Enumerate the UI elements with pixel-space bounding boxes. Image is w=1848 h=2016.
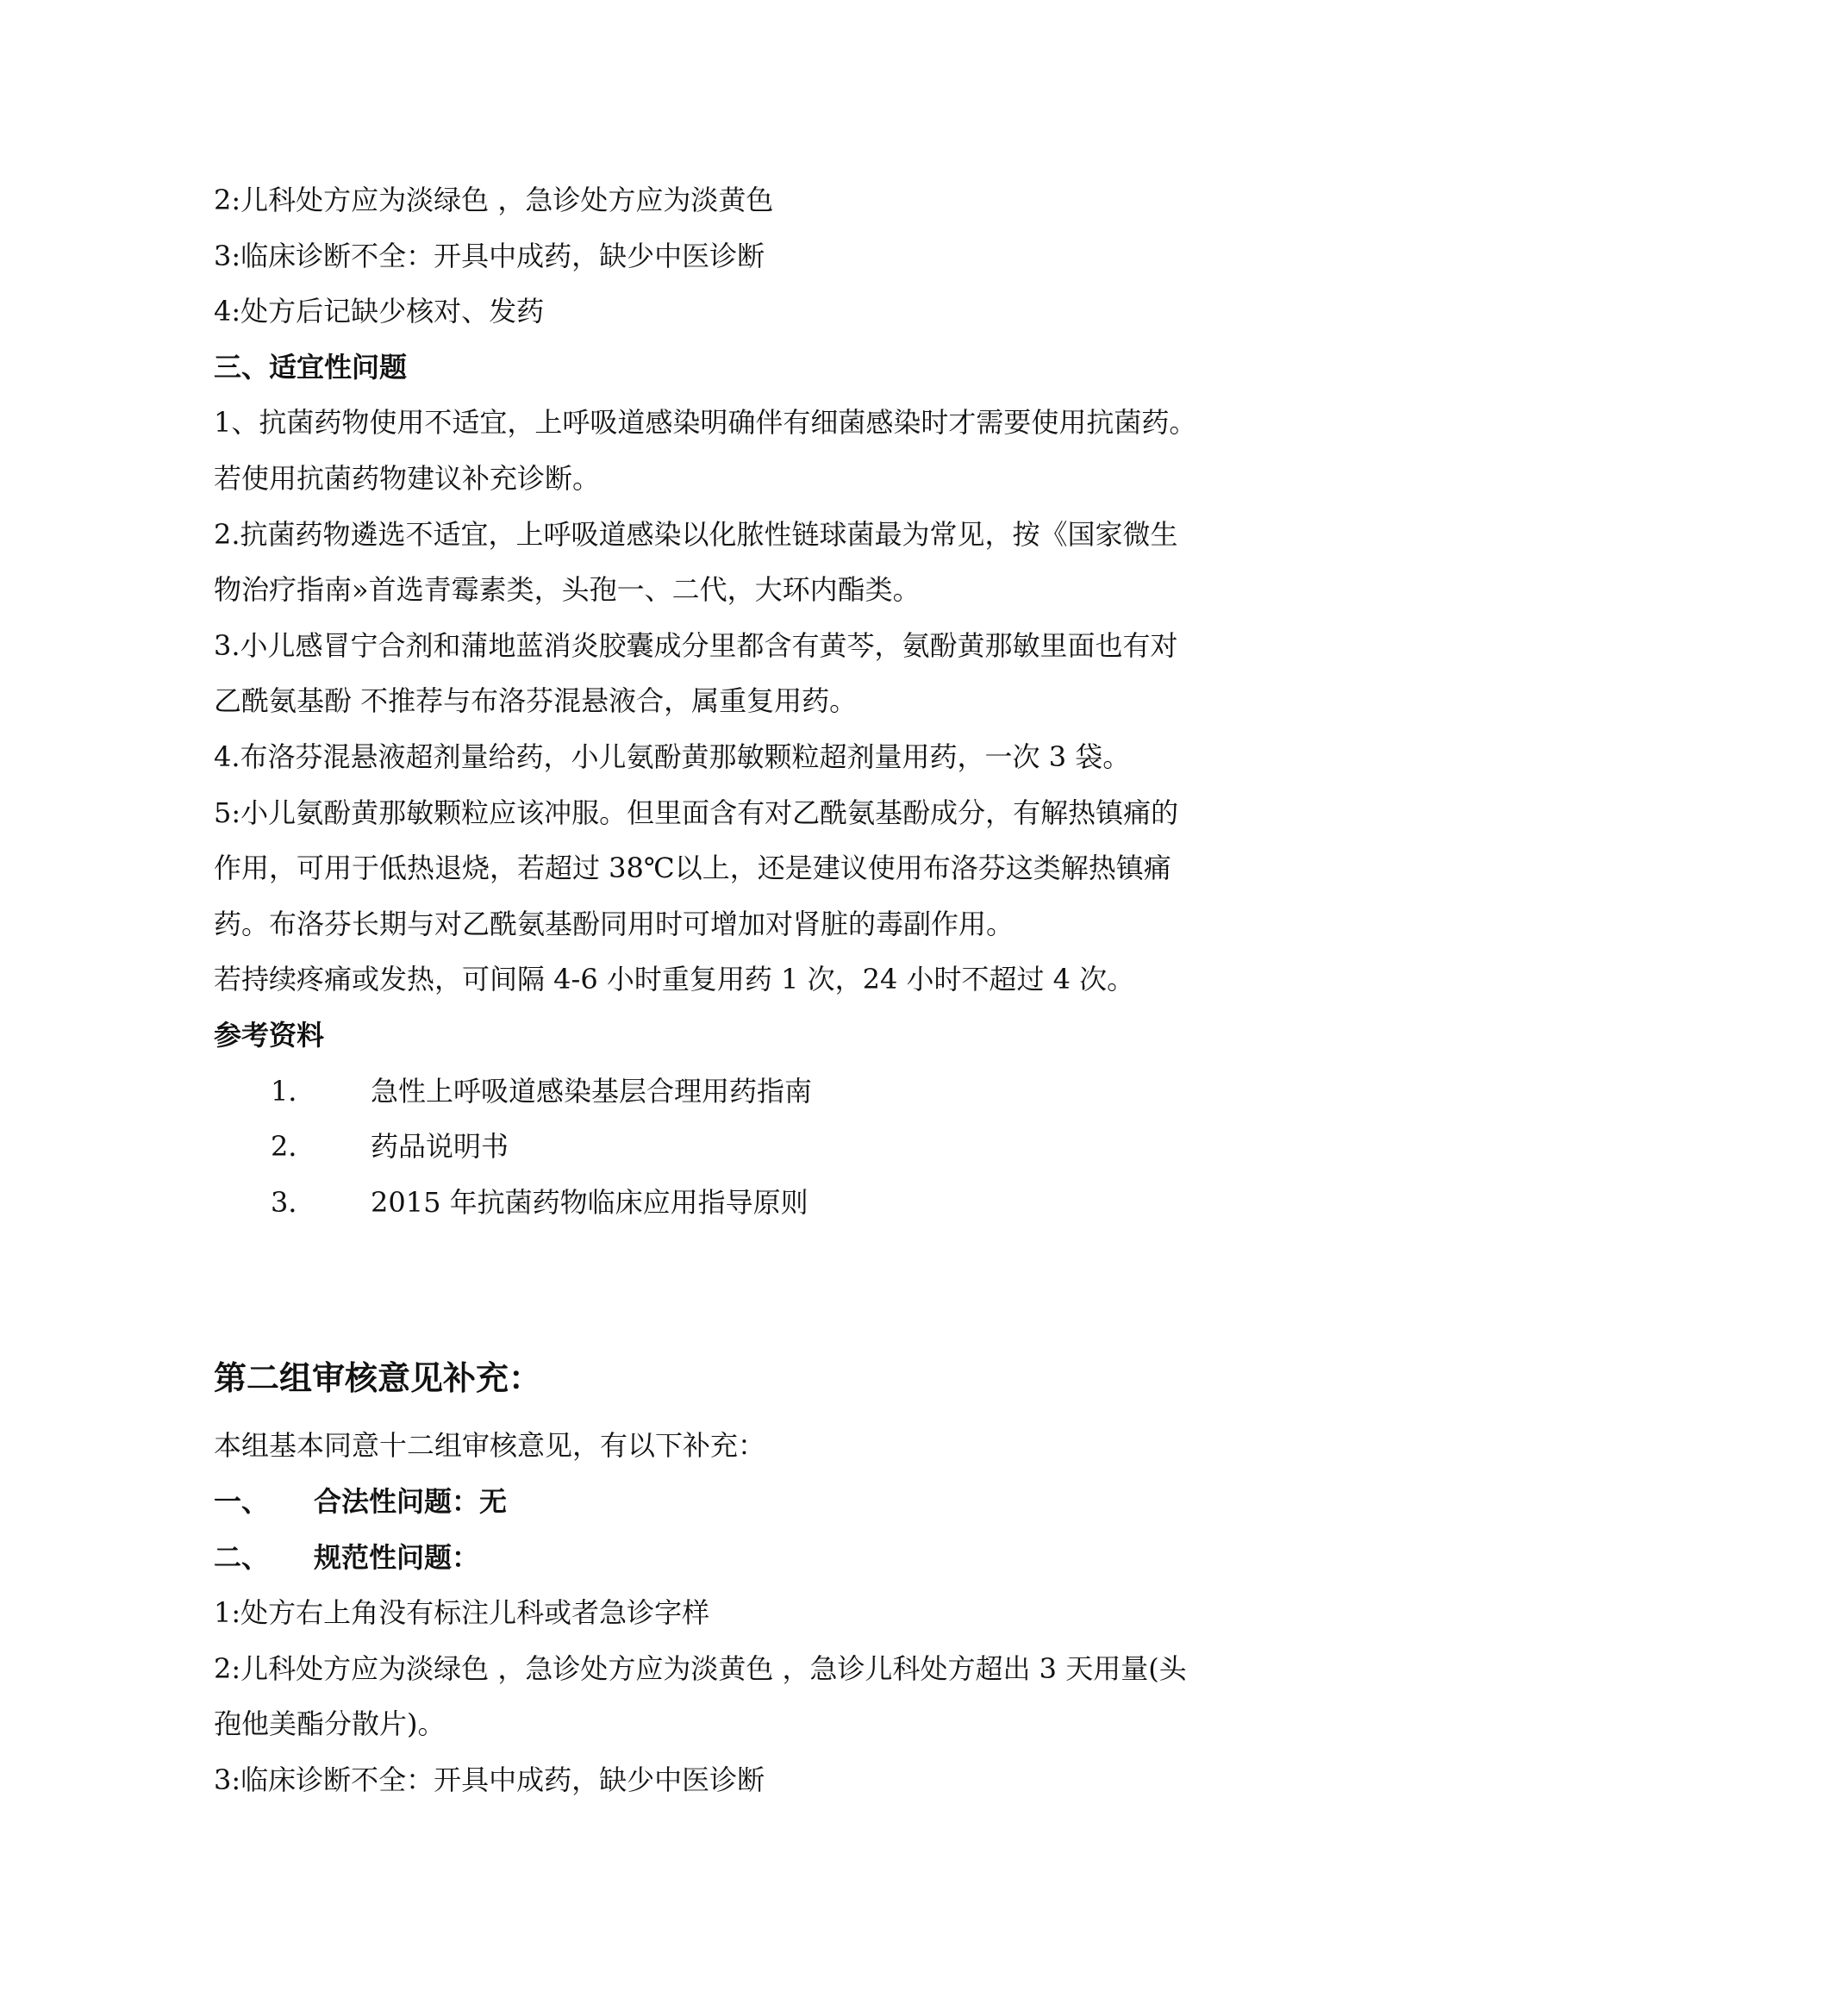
appropriateness-paragraph-line: 1、抗菌药物使用不适宜，上呼吸道感染明确伴有细菌感染时才需要使用抗菌药。 — [214, 406, 1197, 439]
group-two-item: 3:临床诊断不全：开具中成药，缺少中医诊断 — [214, 1763, 765, 1796]
standardization-text: 规范性问题： — [314, 1541, 480, 1574]
reference-number: 2． — [271, 1130, 316, 1163]
appropriateness-paragraph-line: 若持续疼痛或发热，可间隔 4-6 小时重复用药 1 次，24 小时不超过 4 次。 — [214, 963, 1135, 996]
reference-text: 药品说明书 — [371, 1130, 509, 1163]
reference-item — [271, 1074, 812, 1108]
group-two-item: 孢他美酯分散片)。 — [214, 1707, 446, 1740]
appropriateness-paragraph-line: 2.抗菌药物遴选不适宜，上呼吸道感染以化脓性链球菌最为常见，按《国家微生 — [214, 518, 1178, 551]
standardization-item-3: 3:临床诊断不全：开具中成药，缺少中医诊断 — [214, 240, 765, 272]
group-two-item: 2:儿科处方应为淡绿色 ，急诊处方应为淡黄色 ，急诊儿科处方超出 3 天用量(头 — [214, 1652, 1187, 1685]
reference-text: 2015 年抗菌药物临床应用指导原则 — [371, 1186, 808, 1219]
standardization-number: 二、 — [214, 1541, 270, 1574]
references-heading: 参考资料 — [214, 1019, 325, 1052]
group-two-intro: 本组基本同意十二组审核意见，有以下补充： — [214, 1429, 766, 1462]
appropriateness-paragraph-line: 药。布洛芬长期与对乙酰氨基酚同用时可增加对肾脏的毒副作用。 — [214, 908, 1015, 940]
appropriateness-paragraph-line: 3.小儿感冒宁合剂和蒲地蓝消炎胶囊成分里都含有黄芩，氨酚黄那敏里面也有对 — [214, 629, 1178, 662]
reference-text: 急性上呼吸道感染基层合理用药指南 — [371, 1075, 813, 1108]
group-two-item: 1:处方右上角没有标注儿科或者急诊字样 — [214, 1596, 710, 1629]
legality-number: 一、 — [214, 1485, 270, 1518]
standardization-item-2: 2:儿科处方应为淡绿色 ，急诊处方应为淡黄色 — [214, 184, 774, 216]
reference-number: 3． — [271, 1186, 316, 1219]
reference-item — [271, 1129, 509, 1164]
standardization-heading — [214, 1540, 479, 1575]
group-two-title: 第二组审核意见补充： — [214, 1359, 542, 1397]
appropriateness-heading: 三、适宜性问题 — [214, 351, 408, 384]
appropriateness-paragraph-line: 5:小儿氨酚黄那敏颗粒应该冲服。但里面含有对乙酰氨基酚成分，有解热镇痛的 — [214, 796, 1179, 829]
appropriateness-paragraph-line: 4.布洛芬混悬液超剂量给药，小儿氨酚黄那敏颗粒超剂量用药，一次 3 袋。 — [214, 740, 1131, 773]
appropriateness-paragraph-line: 物治疗指南»首选青霉素类，头孢一、二代，大环内酯类。 — [214, 573, 921, 606]
reference-item — [271, 1185, 808, 1220]
appropriateness-paragraph-line: 作用，可用于低热退烧，若超过 38℃以上，还是建议使用布洛芬这类解热镇痛 — [214, 852, 1171, 884]
appropriateness-paragraph-line: 若使用抗菌药物建议补充诊断。 — [214, 462, 601, 495]
legality-heading — [214, 1484, 507, 1519]
reference-number: 1． — [271, 1075, 316, 1108]
appropriateness-paragraph-line: 乙酰氨基酚 不推荐与布洛芬混悬液合，属重复用药。 — [214, 684, 858, 717]
standardization-item-4: 4:处方后记缺少核对、发药 — [214, 295, 545, 328]
legality-text: 合法性问题：无 — [314, 1485, 508, 1518]
